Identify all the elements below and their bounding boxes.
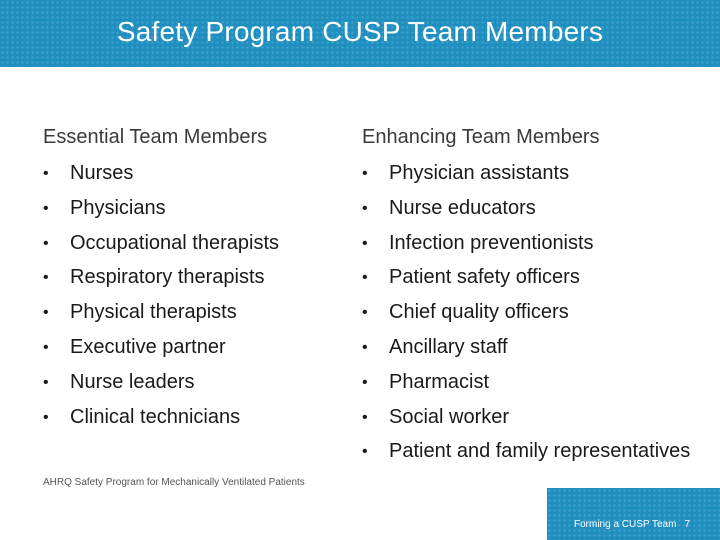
list-item: • Social worker — [362, 405, 510, 428]
list-item: • Pharmacist — [362, 370, 490, 393]
bullet-icon: • — [43, 234, 49, 252]
list-item: • Physicians — [43, 196, 166, 219]
enhancing-members-column — [362, 122, 692, 474]
bullet-icon: • — [362, 408, 368, 426]
bullet-icon: • — [43, 165, 49, 182]
bullet-icon: • — [43, 408, 49, 426]
list-item: • Infection preventionists — [362, 231, 594, 254]
bullet-icon: • — [43, 269, 49, 287]
list-item: • Physician assistants — [362, 162, 570, 184]
footer-section-name: Forming a CUSP Team — [573, 519, 677, 530]
list-item: • Ancillary staff — [362, 335, 508, 358]
list-item: • Physical therapists — [43, 301, 237, 324]
list-item: • Occupational therapists — [43, 231, 280, 254]
list-item: • Nurse educators — [362, 196, 536, 219]
list-item: • Chief quality officers — [362, 301, 569, 324]
list-item: • Respiratory therapists — [43, 266, 265, 289]
bullet-icon: • — [362, 269, 368, 287]
title-bar — [0, 0, 720, 67]
bullet-icon: • — [43, 199, 49, 217]
essential-members-list — [43, 161, 343, 430]
footer-program-name: AHRQ Safety Program for Mechanically Ventilated Patients — [43, 477, 305, 488]
bullet-icon: • — [362, 199, 368, 217]
bullet-icon: • — [43, 338, 49, 356]
list-item: • Executive partner — [43, 335, 226, 358]
list-item: • Clinical technicians — [43, 405, 241, 428]
bullet-icon: • — [362, 165, 368, 182]
enhancing-members-heading: Enhancing Team Members — [362, 126, 600, 148]
slide-title: Safety Program CUSP Team Members — [116, 15, 604, 47]
list-item: • Nurses — [43, 162, 134, 184]
bullet-icon: • — [362, 338, 368, 356]
bullet-icon: • — [362, 304, 368, 322]
list-item: • Nurse leaders — [43, 370, 195, 393]
footer-bar — [547, 488, 720, 540]
page-number: 7 — [684, 519, 690, 530]
essential-members-heading: Essential Team Members — [43, 126, 268, 148]
bullet-icon: • — [362, 443, 368, 461]
bullet-icon: • — [362, 234, 368, 252]
bullet-icon: • — [43, 373, 49, 391]
bullet-icon: • — [43, 304, 49, 322]
list-item: • Patient and family representatives — [362, 440, 691, 463]
footer-section — [574, 519, 690, 530]
list-item: • Patient safety officers — [362, 266, 580, 289]
enhancing-members-list — [362, 161, 692, 464]
bullet-icon: • — [362, 373, 368, 391]
essential-members-column — [43, 122, 343, 439]
